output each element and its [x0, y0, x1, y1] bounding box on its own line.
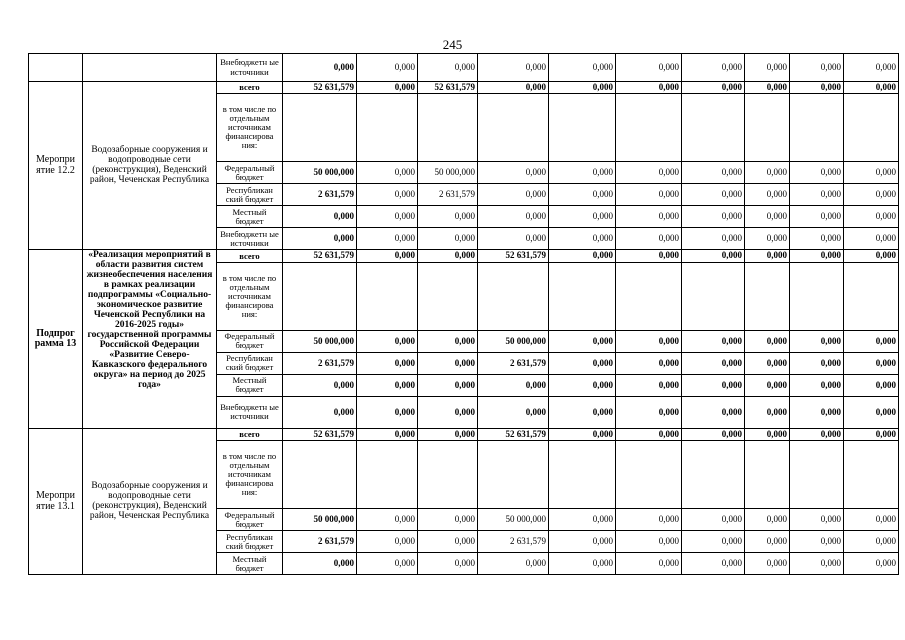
empty-cell	[682, 262, 745, 330]
year-value-cell: 0,000	[682, 162, 745, 184]
year-value-cell: 0,000	[745, 396, 790, 428]
year-value-cell: 0,000	[418, 330, 478, 352]
year-value-cell: 0,000	[790, 206, 844, 228]
funding-source-cell: Республикан ский бюджет	[217, 352, 283, 374]
year-value-cell: 0,000	[549, 396, 616, 428]
empty-cell	[844, 94, 899, 162]
empty-cell	[357, 262, 418, 330]
empty-cell	[616, 94, 682, 162]
empty-cell	[682, 94, 745, 162]
year-value-cell: 0,000	[844, 531, 899, 553]
year-value-cell: 0,000	[616, 250, 682, 262]
year-value-cell: 0,000	[790, 509, 844, 531]
year-value-cell: 0,000	[478, 54, 549, 82]
year-value-cell: 0,000	[844, 330, 899, 352]
funding-source-cell: Внебюджетн ые источники	[217, 54, 283, 82]
year-value-cell: 0,000	[616, 228, 682, 250]
year-value-cell: 0,000	[682, 553, 745, 575]
year-value-cell: 0,000	[418, 428, 478, 440]
total-value-cell: 2 631,579	[283, 352, 357, 374]
empty-cell	[790, 94, 844, 162]
empty-cell	[478, 94, 549, 162]
year-value-cell: 0,000	[478, 374, 549, 396]
year-value-cell: 50 000,000	[478, 330, 549, 352]
measure-id-cell: Меропри ятие 13.1	[29, 428, 83, 574]
empty-cell	[745, 94, 790, 162]
year-value-cell: 0,000	[357, 553, 418, 575]
year-value-cell: 0,000	[616, 184, 682, 206]
measure-name-cell: Водозаборные сооружения и водопроводные сети (реконструкция), Веденский район, Чеченская Республика	[83, 82, 217, 250]
year-value-cell: 0,000	[745, 82, 790, 94]
year-value-cell: 0,000	[745, 54, 790, 82]
year-value-cell: 0,000	[682, 509, 745, 531]
year-value-cell: 0,000	[616, 330, 682, 352]
year-value-cell: 0,000	[844, 82, 899, 94]
year-value-cell: 0,000	[418, 396, 478, 428]
year-value-cell: 0,000	[682, 396, 745, 428]
year-value-cell: 0,000	[844, 228, 899, 250]
year-value-cell: 0,000	[549, 553, 616, 575]
budget-table	[28, 53, 899, 575]
year-value-cell: 0,000	[616, 206, 682, 228]
year-value-cell: 0,000	[357, 374, 418, 396]
year-value-cell: 0,000	[682, 330, 745, 352]
year-value-cell: 0,000	[682, 352, 745, 374]
year-value-cell: 0,000	[549, 330, 616, 352]
year-value-cell: 0,000	[549, 374, 616, 396]
year-value-cell: 0,000	[790, 396, 844, 428]
year-value-cell: 0,000	[418, 374, 478, 396]
year-value-cell: 0,000	[844, 54, 899, 82]
empty-cell	[283, 94, 357, 162]
year-value-cell: 0,000	[745, 184, 790, 206]
year-value-cell: 0,000	[790, 531, 844, 553]
table-row	[29, 250, 899, 262]
year-value-cell: 0,000	[682, 428, 745, 440]
year-value-cell: 0,000	[549, 509, 616, 531]
empty-cell	[844, 441, 899, 509]
year-value-cell: 0,000	[844, 206, 899, 228]
year-value-cell: 0,000	[357, 396, 418, 428]
measure-name-cell: Водозаборные сооружения и водопроводные сети (реконструкция), Веденский район, Чеченская Республика	[83, 428, 217, 574]
total-value-cell: 0,000	[283, 374, 357, 396]
year-value-cell: 0,000	[357, 330, 418, 352]
year-value-cell: 0,000	[418, 509, 478, 531]
empty-cell	[283, 262, 357, 330]
year-value-cell: 0,000	[745, 428, 790, 440]
year-value-cell: 0,000	[844, 352, 899, 374]
total-value-cell: 52 631,579	[283, 82, 357, 94]
year-value-cell: 0,000	[357, 250, 418, 262]
empty-cell	[745, 262, 790, 330]
year-value-cell: 0,000	[682, 184, 745, 206]
year-value-cell: 0,000	[790, 330, 844, 352]
year-value-cell: 0,000	[418, 228, 478, 250]
year-value-cell: 0,000	[478, 162, 549, 184]
empty-cell	[357, 94, 418, 162]
year-value-cell: 0,000	[790, 352, 844, 374]
funding-source-cell: всего	[217, 82, 283, 94]
year-value-cell: 0,000	[616, 396, 682, 428]
year-value-cell: 0,000	[616, 374, 682, 396]
total-value-cell: 52 631,579	[283, 428, 357, 440]
year-value-cell: 0,000	[844, 250, 899, 262]
year-value-cell: 0,000	[357, 206, 418, 228]
funding-source-cell: Республикан ский бюджет	[217, 184, 283, 206]
funding-source-cell: Республикан ский бюджет	[217, 531, 283, 553]
year-value-cell: 0,000	[790, 553, 844, 575]
total-value-cell: 50 000,000	[283, 330, 357, 352]
empty-cell	[478, 262, 549, 330]
total-value-cell: 2 631,579	[283, 184, 357, 206]
year-value-cell: 52 631,579	[478, 428, 549, 440]
funding-source-cell: Федеральный бюджет	[217, 330, 283, 352]
year-value-cell: 0,000	[790, 184, 844, 206]
year-value-cell: 0,000	[478, 82, 549, 94]
empty-cell	[844, 262, 899, 330]
year-value-cell: 0,000	[745, 162, 790, 184]
year-value-cell: 0,000	[616, 531, 682, 553]
empty-cell	[745, 441, 790, 509]
year-value-cell: 0,000	[478, 228, 549, 250]
year-value-cell: 0,000	[844, 553, 899, 575]
funding-source-cell: Внебюджетн ые источники	[217, 396, 283, 428]
measure-id-cell: Подпрог рамма 13	[29, 250, 83, 428]
year-value-cell: 0,000	[790, 250, 844, 262]
empty-cell	[682, 441, 745, 509]
year-value-cell: 0,000	[549, 250, 616, 262]
year-value-cell: 0,000	[616, 509, 682, 531]
year-value-cell: 0,000	[357, 228, 418, 250]
year-value-cell: 0,000	[478, 184, 549, 206]
empty-cell	[283, 441, 357, 509]
year-value-cell: 0,000	[745, 509, 790, 531]
year-value-cell: 50 000,000	[478, 509, 549, 531]
funding-source-cell: Местный бюджет	[217, 553, 283, 575]
year-value-cell: 0,000	[478, 396, 549, 428]
funding-source-cell: всего	[217, 250, 283, 262]
empty-cell	[616, 441, 682, 509]
total-value-cell: 0,000	[283, 228, 357, 250]
year-value-cell: 0,000	[844, 162, 899, 184]
empty-cell	[790, 441, 844, 509]
measure-id-cell	[29, 54, 83, 82]
year-value-cell: 0,000	[844, 396, 899, 428]
funding-source-cell: Федеральный бюджет	[217, 509, 283, 531]
year-value-cell: 0,000	[745, 374, 790, 396]
year-value-cell: 0,000	[357, 184, 418, 206]
total-value-cell: 0,000	[283, 553, 357, 575]
year-value-cell: 0,000	[790, 82, 844, 94]
year-value-cell: 0,000	[418, 531, 478, 553]
year-value-cell: 0,000	[357, 54, 418, 82]
year-value-cell: 0,000	[616, 54, 682, 82]
year-value-cell: 52 631,579	[418, 82, 478, 94]
measure-id-cell: Меропри ятие 12.2	[29, 82, 83, 250]
empty-cell	[616, 262, 682, 330]
empty-cell	[549, 94, 616, 162]
year-value-cell: 2 631,579	[478, 531, 549, 553]
year-value-cell: 0,000	[682, 250, 745, 262]
year-value-cell: 0,000	[357, 82, 418, 94]
year-value-cell: 0,000	[549, 228, 616, 250]
year-value-cell: 0,000	[549, 54, 616, 82]
year-value-cell: 0,000	[616, 352, 682, 374]
empty-cell	[418, 441, 478, 509]
year-value-cell: 0,000	[682, 82, 745, 94]
year-value-cell: 0,000	[745, 250, 790, 262]
year-value-cell: 0,000	[616, 553, 682, 575]
year-value-cell: 0,000	[745, 531, 790, 553]
year-value-cell: 50 000,000	[418, 162, 478, 184]
total-value-cell: 52 631,579	[283, 250, 357, 262]
year-value-cell: 0,000	[549, 531, 616, 553]
year-value-cell: 0,000	[549, 352, 616, 374]
year-value-cell: 0,000	[790, 428, 844, 440]
year-value-cell: 0,000	[616, 428, 682, 440]
year-value-cell: 0,000	[549, 206, 616, 228]
total-value-cell: 0,000	[283, 396, 357, 428]
year-value-cell: 0,000	[844, 428, 899, 440]
total-value-cell: 50 000,000	[283, 509, 357, 531]
year-value-cell: 0,000	[682, 54, 745, 82]
funding-source-cell: Внебюджетн ые источники	[217, 228, 283, 250]
year-value-cell: 0,000	[790, 374, 844, 396]
empty-cell	[357, 441, 418, 509]
total-value-cell: 2 631,579	[283, 531, 357, 553]
year-value-cell: 0,000	[357, 162, 418, 184]
year-value-cell: 0,000	[745, 206, 790, 228]
page-number: 245	[442, 37, 463, 52]
year-value-cell: 0,000	[682, 374, 745, 396]
year-value-cell: 52 631,579	[478, 250, 549, 262]
empty-cell	[549, 441, 616, 509]
table-row	[29, 428, 899, 440]
year-value-cell: 0,000	[682, 228, 745, 250]
funding-source-cell: Местный бюджет	[217, 374, 283, 396]
year-value-cell: 0,000	[418, 206, 478, 228]
year-value-cell: 0,000	[357, 531, 418, 553]
year-value-cell: 0,000	[745, 330, 790, 352]
table-row	[29, 82, 899, 94]
year-value-cell: 0,000	[682, 206, 745, 228]
year-value-cell: 0,000	[418, 553, 478, 575]
total-value-cell: 0,000	[283, 54, 357, 82]
year-value-cell: 2 631,579	[418, 184, 478, 206]
year-value-cell: 0,000	[357, 428, 418, 440]
funding-source-cell: в том числе по отдельным источникам финансирова ния:	[217, 262, 283, 330]
year-value-cell: 0,000	[844, 509, 899, 531]
year-value-cell: 2 631,579	[478, 352, 549, 374]
measure-name-cell: «Реализация мероприятий в области развития систем жизнеобеспечения населения в рамках реализации подпрограммы «Социально-экономическое развитие Чеченской Республики на 2016-2025 годы» государственной программы Российской Федерации «Развитие Северо-Кавказского федерального округа» на период до 2025 года»	[83, 250, 217, 428]
year-value-cell: 0,000	[549, 82, 616, 94]
year-value-cell: 0,000	[790, 54, 844, 82]
year-value-cell: 0,000	[418, 54, 478, 82]
empty-cell	[549, 262, 616, 330]
funding-source-cell: всего	[217, 428, 283, 440]
total-value-cell: 50 000,000	[283, 162, 357, 184]
year-value-cell: 0,000	[357, 352, 418, 374]
empty-cell	[418, 262, 478, 330]
funding-source-cell: Федеральный бюджет	[217, 162, 283, 184]
table-row	[29, 54, 899, 82]
year-value-cell: 0,000	[682, 531, 745, 553]
year-value-cell: 0,000	[616, 82, 682, 94]
funding-source-cell: Местный бюджет	[217, 206, 283, 228]
year-value-cell: 0,000	[844, 374, 899, 396]
year-value-cell: 0,000	[478, 553, 549, 575]
year-value-cell: 0,000	[549, 184, 616, 206]
year-value-cell: 0,000	[616, 162, 682, 184]
year-value-cell: 0,000	[844, 184, 899, 206]
measure-name-cell	[83, 54, 217, 82]
year-value-cell: 0,000	[745, 352, 790, 374]
empty-cell	[418, 94, 478, 162]
year-value-cell: 0,000	[418, 352, 478, 374]
year-value-cell: 0,000	[418, 250, 478, 262]
year-value-cell: 0,000	[357, 509, 418, 531]
year-value-cell: 0,000	[790, 162, 844, 184]
funding-source-cell: в том числе по отдельным источникам финансирова ния:	[217, 94, 283, 162]
year-value-cell: 0,000	[549, 428, 616, 440]
year-value-cell: 0,000	[745, 228, 790, 250]
year-value-cell: 0,000	[745, 553, 790, 575]
funding-source-cell: в том числе по отдельным источникам финансирова ния:	[217, 441, 283, 509]
total-value-cell: 0,000	[283, 206, 357, 228]
empty-cell	[790, 262, 844, 330]
empty-cell	[478, 441, 549, 509]
year-value-cell: 0,000	[478, 206, 549, 228]
year-value-cell: 0,000	[790, 228, 844, 250]
year-value-cell: 0,000	[549, 162, 616, 184]
